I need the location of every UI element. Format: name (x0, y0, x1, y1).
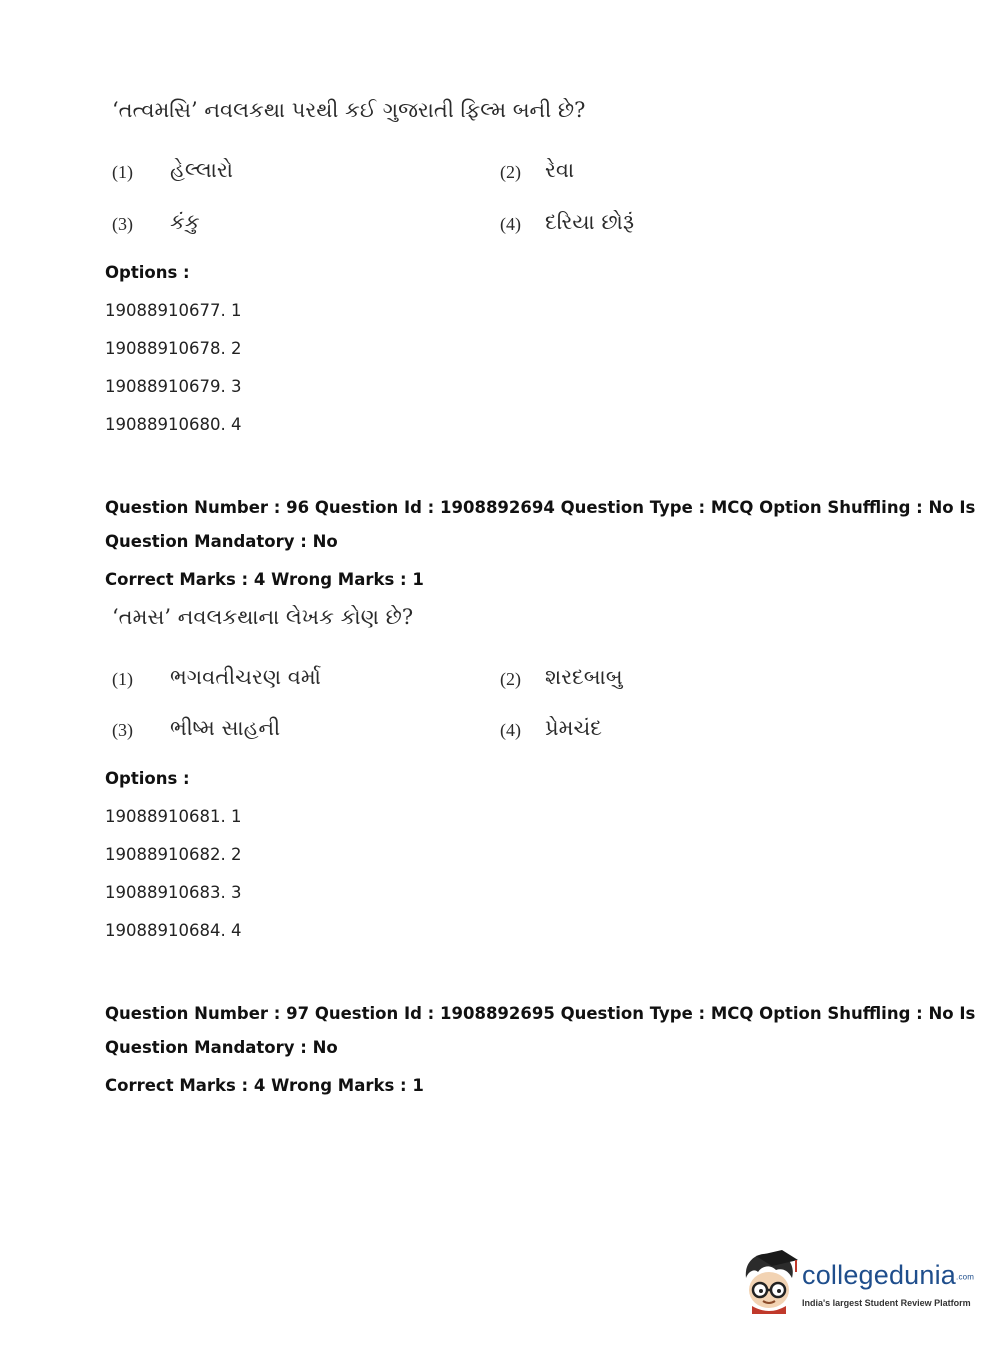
option-id: 19088910678. 2 (105, 339, 242, 358)
mascot-icon (738, 1248, 800, 1314)
options-label: Options : (105, 769, 190, 788)
choice-1 (112, 669, 133, 690)
choice-number: (1) (112, 162, 133, 182)
choice-3-text: ભીષ્મ સાહની (170, 716, 281, 740)
question-header: Question Number : 96 Question Id : 1908892694 Question Type : MCQ Option Shuffling : No Is (105, 498, 976, 517)
logo-suffix: .com (956, 1272, 975, 1282)
choice-4 (500, 720, 521, 741)
choice-2-text: રેવા (545, 158, 575, 182)
question-text: ‘તત્વમસિ’ નવલકથા પરથી કઈ ગુજરાતી ફિલ્મ બની છે? (112, 98, 586, 122)
option-id: 19088910684. 4 (105, 921, 242, 940)
choice-4 (500, 214, 521, 235)
choice-1-text: ભગવતીચરણ વર્મા (170, 665, 321, 689)
question-mandatory: Question Mandatory : No (105, 532, 338, 551)
option-id: 19088910683. 3 (105, 883, 242, 902)
choice-2 (500, 162, 521, 183)
choice-number: (2) (500, 162, 521, 182)
choice-number: (3) (112, 214, 133, 234)
choice-number: (4) (500, 720, 521, 740)
logo-name: collegedunia (802, 1260, 957, 1290)
choice-1 (112, 162, 133, 183)
choice-number: (2) (500, 669, 521, 689)
choice-number: (1) (112, 669, 133, 689)
choice-4-text: દરિયા છોરૂં (545, 210, 635, 234)
question-header: Question Number : 97 Question Id : 1908892695 Question Type : MCQ Option Shuffling : No Is (105, 1004, 976, 1023)
choice-1-text: હેલ્લારો (170, 158, 233, 182)
options-label: Options : (105, 263, 190, 282)
choice-3 (112, 214, 133, 235)
collegedunia-logo (738, 1248, 975, 1318)
choice-number: (3) (112, 720, 133, 740)
choice-3 (112, 720, 133, 741)
choice-2 (500, 669, 521, 690)
option-id: 19088910680. 4 (105, 415, 242, 434)
option-id: 19088910677. 1 (105, 301, 242, 320)
choice-2-text: શરદબાબુ (545, 665, 623, 689)
question-marks: Correct Marks : 4 Wrong Marks : 1 (105, 570, 424, 589)
option-id: 19088910682. 2 (105, 845, 242, 864)
option-id: 19088910679. 3 (105, 377, 242, 396)
option-id: 19088910681. 1 (105, 807, 242, 826)
question-text: ‘તમસ’ નવલકથાના લેખક કોણ છે? (112, 605, 414, 629)
question-marks: Correct Marks : 4 Wrong Marks : 1 (105, 1076, 424, 1095)
choice-number: (4) (500, 214, 521, 234)
choice-4-text: પ્રેમચંદ (545, 716, 602, 740)
choice-3-text: કંકુ (170, 210, 200, 234)
question-mandatory: Question Mandatory : No (105, 1038, 338, 1057)
logo-tagline: India's largest Student Review Platform (802, 1298, 971, 1308)
